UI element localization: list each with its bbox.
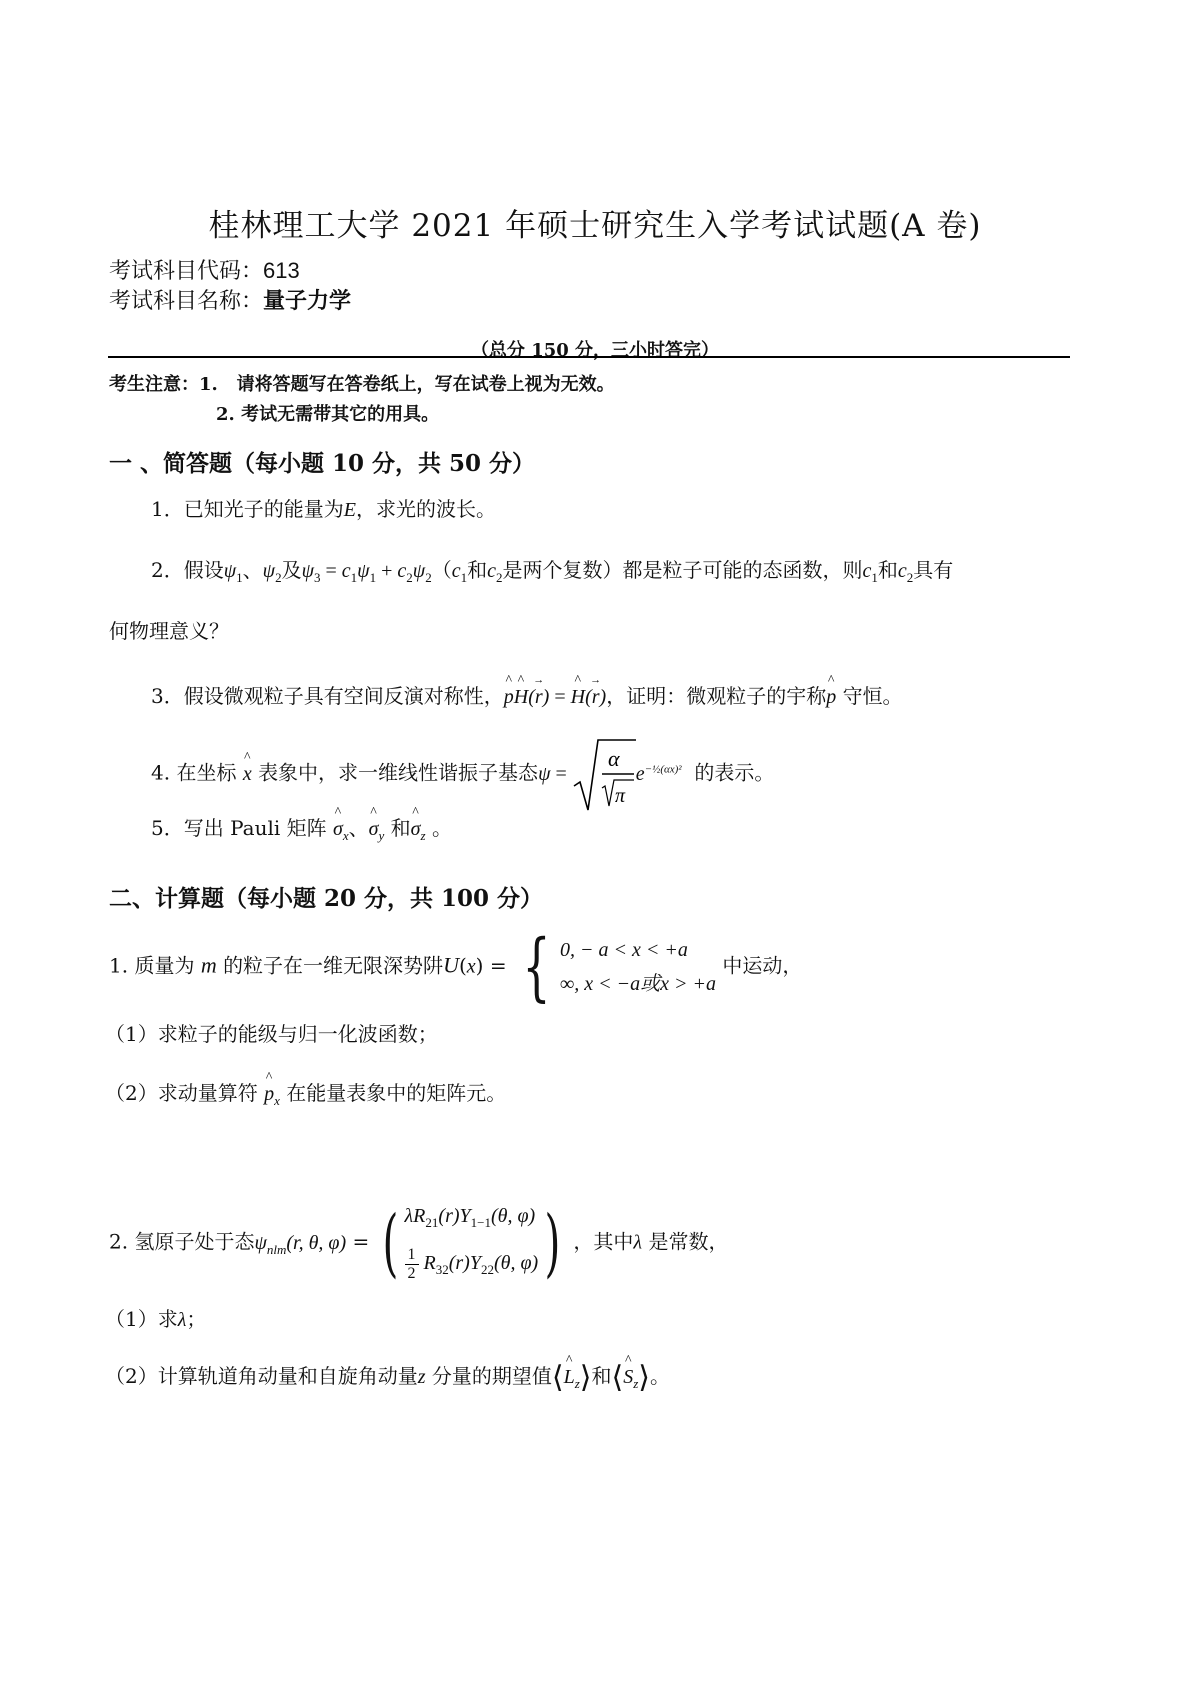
problem-2-1: 1. 质量为 m 的粒子在一维无限深势阱U(x) = { 0, − a < x < +a ∞, x < −a或x > +a 中运动， <box>109 924 803 1010</box>
q1-text: 1．已知光子的能量为 <box>151 497 344 521</box>
q1-tail: ，求光的波长。 <box>355 497 496 521</box>
p2-sub1-pre: （1）求 <box>105 1307 178 1331</box>
p2-sub2-pre: （2）计算轨道角动量和自旋角动量 <box>105 1364 418 1388</box>
p1-sub2-pre: （2）求动量算符 <box>105 1081 258 1105</box>
sqrt-symbol <box>572 736 636 814</box>
q2-paren-text: 是两个复数）都是粒子可能的态函数，则 <box>502 558 863 582</box>
q5-pre: 5．写出 Pauli 矩阵 <box>151 816 327 840</box>
potential-case-2: ∞, x < −a或x > +a <box>560 973 717 995</box>
problem-2-1-part-2: （2）求动量算符 ^ $p_x$ 在能量表象中的矩阵元。 <box>105 1077 506 1109</box>
p2-sub2-and: 和 <box>591 1364 612 1388</box>
subject-name: 量子力学 <box>263 288 352 314</box>
p2-sub2-tail: 。 <box>650 1364 671 1388</box>
p2-tail: 是常数， <box>648 1229 729 1254</box>
notice-label: 考生注意： <box>109 374 199 395</box>
state-vector: ( $\lambda R_{21}(r)Y_{1-1}(\theta$, φ) $\frac{1}{2}$ $R_{32}(r)Y_{22}(\theta$, φ) ) <box>382 1200 561 1286</box>
potential-cases: { 0, − a < x < +a ∞, x < −a或x > +a <box>522 924 717 1010</box>
p2-tail-pre: ，其中 <box>573 1229 634 1254</box>
svg-text:π: π <box>614 785 625 807</box>
p1-sub2-tail: 在能量表象中的矩阵元。 <box>286 1081 507 1105</box>
subject-name-line <box>109 284 351 315</box>
question-1-2-line-2: 何物理意义？ <box>109 619 229 643</box>
notice-item-1: 请将答题写在答卷纸上，写在试卷上视为无效。 <box>236 374 615 395</box>
subject-code: 613 <box>263 258 300 283</box>
q3-pre: 3．假设微观粒子具有空间反演对称性， <box>151 684 504 708</box>
q5-sep: 、 <box>348 816 369 840</box>
subject-code-label: 考试科目代码： <box>109 259 264 284</box>
q2-paren: （ <box>431 558 452 582</box>
q2-tail: 具有 <box>913 558 954 582</box>
q3-mid: ，证明：微观粒子的宇称 <box>606 684 827 708</box>
notice-line-2 <box>216 400 439 426</box>
score-note: （总分 150 分，三小时答完） <box>470 340 720 361</box>
ground-state-formula: ψ = α π $e^{-\frac{1}{2}(\alpha x)^2}$ <box>538 763 682 785</box>
p2-pre: 2. 氢原子处于态 <box>109 1229 255 1254</box>
p1-pre: 1. 质量为 <box>109 953 195 978</box>
q4-tail: 的表示。 <box>694 760 775 785</box>
subject-name-label: 考试科目名称： <box>109 289 264 314</box>
exam-title: 桂林理工大学 2021 年硕士研究生入学考试试题(A 卷) <box>208 208 982 244</box>
svg-text:α: α <box>607 746 620 771</box>
potential-case-1: 0, − a < x < +a <box>560 939 688 961</box>
notice-item-2-number: 2. <box>216 404 235 425</box>
problem-2-2-part-1: （1）求λ； <box>105 1307 207 1331</box>
question-1-1: 1．已知光子的能量为E，求光的波长。 <box>151 497 496 521</box>
p1-tail: 中运动， <box>722 953 803 978</box>
p2-sub1-tail: ； <box>186 1307 207 1331</box>
question-1-3: 3．假设微观粒子具有空间反演对称性，^ p^ H(→ r) = ^ H(→ r)，证明：微观粒子的宇称^ p 守恒。 <box>151 680 903 709</box>
notice-item-2: 考试无需带其它的用具。 <box>241 404 440 425</box>
q4-pre: 4. 在坐标 <box>151 760 237 785</box>
notice-line-1 <box>109 370 615 396</box>
problem-2-2-part-2: （2）计算轨道角动量和自旋角动量z 分量的期望值⟨^ $L_z⟩$和⟨^ $S_z⟩$。 <box>105 1360 670 1395</box>
q5-and: 和 <box>390 816 411 840</box>
question-1-2: 2．假设$\psi_1$、$\psi_2$及$\psi_3 = c_1\psi_1 + c_2\psi_2(c_1$和$c_2$是两个复数）都是粒子可能的态函数，则$c_1$和$c_2$具有 <box>151 558 954 585</box>
q2-pre: 2．假设 <box>151 558 224 582</box>
q2-sep: 、 <box>242 558 263 582</box>
problem-2-1-part-1: （1）求粒子的能级与归一化波函数； <box>105 1022 438 1046</box>
q5-tail: 。 <box>431 816 452 840</box>
q2-and-word: 和 <box>467 558 488 582</box>
notice-item-1-number: 1. <box>199 374 218 395</box>
q2-and-word-2: 和 <box>877 558 898 582</box>
p1-mid: 的粒子在一维无限深势阱 <box>223 953 444 978</box>
q4-mid: 表象中，求一维线性谐振子基态 <box>258 760 539 785</box>
p2-sub2-mid: 分量的期望值 <box>431 1364 552 1388</box>
header-divider <box>108 356 1070 358</box>
subject-code-line <box>109 254 300 285</box>
section-2-title: 二、计算题（每小题 20 分，共 100 分） <box>109 885 544 912</box>
question-1-4: 4. 在坐标 ^ x 表象中，求一维线性谐振子基态ψ = α π $e^{-\frac{1}{2}(\alpha x)^2}$ 的表示。 <box>151 736 774 814</box>
q2-and: 及 <box>281 558 302 582</box>
section-1-title: 一 、简答题（每小题 10 分，共 50 分） <box>109 450 536 477</box>
problem-2-2: 2. 氢原子处于态$\psi_{nlm}(r$, θ, φ) = ( $\lambda R_{21}(r)Y_{1-1}(\theta$, φ) $\frac{1}{2}$ $R_{32}(r)Y_{22}(\theta$, φ) ) ，其中λ 是常数， <box>109 1196 728 1290</box>
question-1-5: 5．写出 Pauli 矩阵 ^ $\sigma_x$、^ $\sigma_y$ 和^ $\sigma_z$ 。 <box>151 812 452 844</box>
q3-tail: 守恒。 <box>842 684 903 708</box>
